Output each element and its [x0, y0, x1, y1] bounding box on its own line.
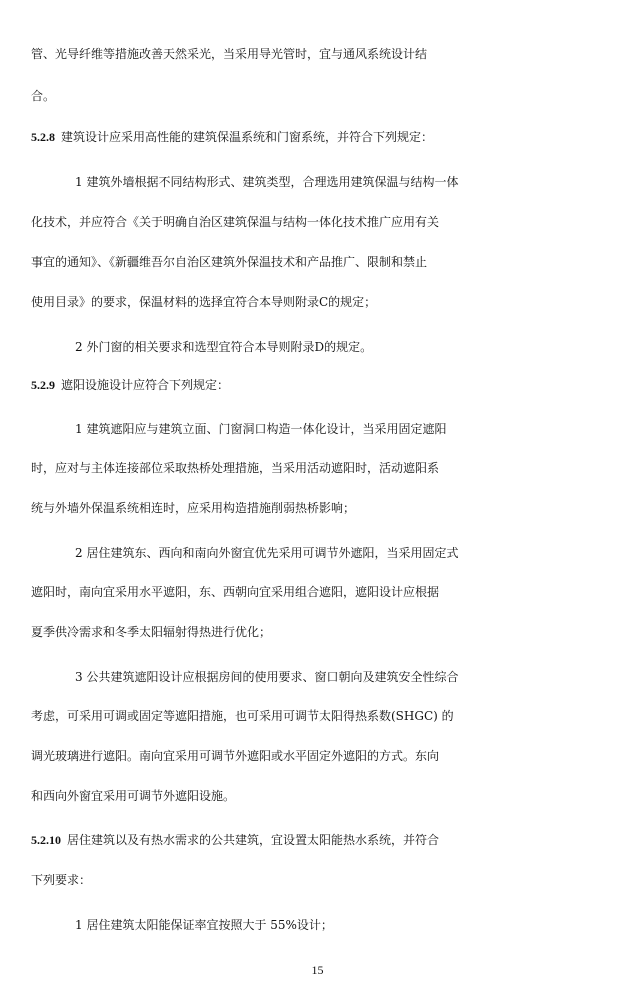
text-line: 下列要求：: [31, 873, 92, 887]
text-line: 合。: [31, 89, 56, 103]
clause-5-2-10: [31, 830, 635, 850]
section-number: 5.2.9: [31, 378, 55, 392]
clause-text: 居住建筑以及有热水需求的公共建筑，宜设置太阳能热水系统，并符合: [67, 833, 440, 847]
text-line: 夏季供冷需求和冬季太阳辐射得热进行优化；: [31, 625, 272, 639]
text-line: 管、光导纤维等措施改善天然采光，当采用导光管时，宜与通风系统设计结: [31, 47, 428, 61]
text-line: 考虑，可采用可调或固定等遮阳措施，也可采用可调节太阳得热系数(SHGC) 的: [31, 709, 454, 723]
clause-5-2-9: [31, 375, 635, 395]
text-line: 1 居住建筑太阳能保证率宜按照大于 55%设计；: [75, 918, 333, 932]
text-line: 使用目录》的要求，保温材料的选择宜符合本导则附录C的规定；: [31, 295, 377, 309]
text-line: 3 公共建筑遮阳设计应根据房间的使用要求、窗口朝向及建筑安全性综合: [75, 670, 459, 684]
text-line: 和西向外窗宜采用可调节外遮阳设施。: [31, 789, 236, 803]
clause-text: 建筑设计应采用高性能的建筑保温系统和门窗系统，并符合下列规定：: [61, 130, 434, 144]
text-line: 遮阳时，南向宜采用水平遮阳，东、西朝向宜采用组合遮阳，遮阳设计应根据: [31, 585, 440, 599]
text-line: 调光玻璃进行遮阳。南向宜采用可调节外遮阳或水平固定外遮阳的方式。东向: [31, 749, 440, 763]
text-line: 化技术，并应符合《关于明确自治区建筑保温与结构一体化技术推广应用有关: [31, 215, 440, 229]
clause-text: 遮阳设施设计应符合下列规定：: [61, 378, 230, 392]
text-line: 时，应对与主体连接部位采取热桥处理措施，当采用活动遮阳时，活动遮阳系: [31, 461, 440, 475]
text-line: 2 居住建筑东、西向和南向外窗宜优先采用可调节外遮阳，当采用固定式: [75, 546, 459, 560]
section-number: 5.2.10: [31, 833, 61, 847]
page-number: 15: [311, 963, 324, 977]
text-line: 1 建筑遮阳应与建筑立面、门窗洞口构造一体化设计，当采用固定遮阳: [75, 422, 447, 436]
text-line: 1 建筑外墙根据不同结构形式、建筑类型，合理选用建筑保温与结构一体: [75, 175, 459, 189]
clause-5-2-8: [31, 127, 635, 147]
text-line: 事宜的通知》、《新疆维吾尔自治区建筑外保温技术和产品推广、限制和禁止: [31, 255, 428, 269]
section-number: 5.2.8: [31, 130, 55, 144]
text-line: 2 外门窗的相关要求和选型宜符合本导则附录D的规定。: [75, 340, 373, 354]
text-line: 统与外墙外保温系统相连时，应采用构造措施削弱热桥影响；: [31, 501, 356, 515]
